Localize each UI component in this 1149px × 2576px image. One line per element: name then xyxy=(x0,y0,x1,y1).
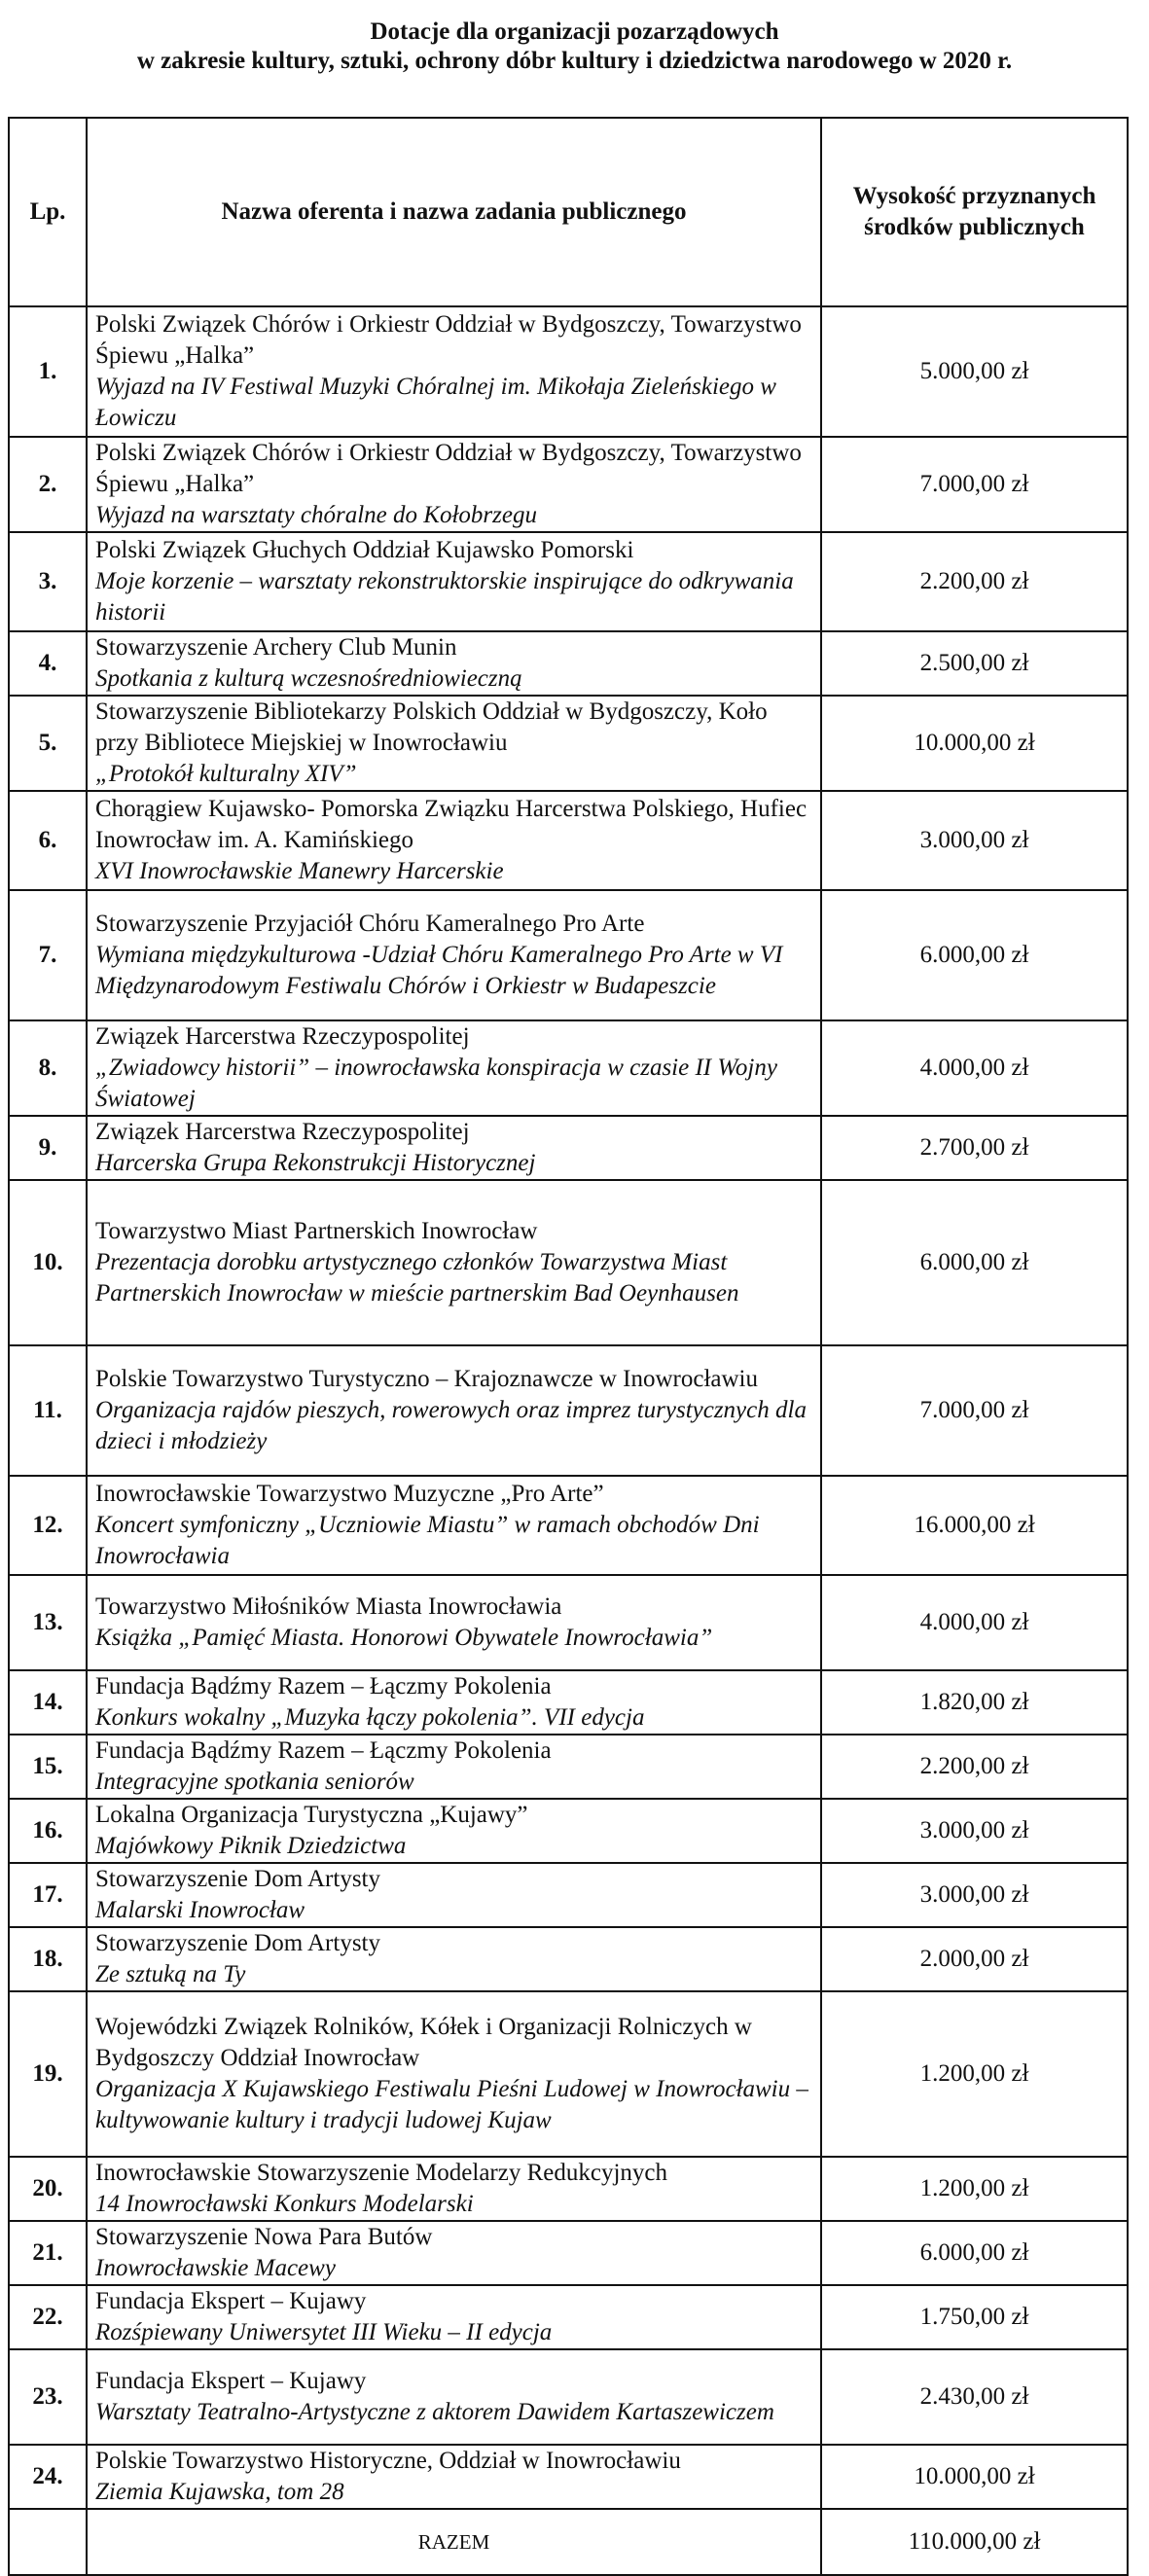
row-number: 8. xyxy=(9,1020,87,1116)
project-name: XVI Inowrocławskie Manewry Harcerskie xyxy=(95,858,504,884)
row-number: 1. xyxy=(9,306,87,437)
row-number: 6. xyxy=(9,791,87,890)
row-task-cell xyxy=(87,437,821,532)
project-name: „Zwiadowcy historii” – inowrocławska konspiracja w czasie II Wojny Światowej xyxy=(95,1055,777,1112)
total-amount: 110.000,00 zł xyxy=(821,2509,1128,2575)
total-label: RAZEM xyxy=(87,2509,821,2575)
applicant-name: Chorągiew Kujawsko- Pomorska Związku Harcerstwa Polskiego, Hufiec Inowrocław im. A. Kamińskiego xyxy=(95,796,808,853)
row-task-cell xyxy=(87,1020,821,1116)
grants-table xyxy=(8,117,1129,2576)
project-name: Organizacja rajdów pieszych, rowerowych oraz imprez turystycznych dla dzieci i młodzieży xyxy=(95,1397,807,1454)
grant-amount: 3.000,00 zł xyxy=(821,1799,1128,1863)
total-empty-cell xyxy=(9,2509,87,2575)
row-number: 23. xyxy=(9,2349,87,2445)
table-row xyxy=(9,2221,1128,2285)
grant-amount: 2.700,00 zł xyxy=(821,1116,1128,1180)
applicant-name: Towarzystwo Miłośników Miasta Inowrocławia xyxy=(95,1593,562,1620)
row-number: 4. xyxy=(9,631,87,696)
table-row xyxy=(9,2349,1128,2445)
row-task-cell xyxy=(87,1799,821,1863)
row-number: 17. xyxy=(9,1863,87,1927)
applicant-name: Lokalna Organizacja Turystyczna „Kujawy” xyxy=(95,1802,528,1828)
row-task-cell xyxy=(87,890,821,1020)
applicant-name: Inowrocławskie Towarzystwo Muzyczne „Pro Arte” xyxy=(95,1481,604,1507)
row-task-cell xyxy=(87,1345,821,1476)
grant-amount: 7.000,00 zł xyxy=(821,1345,1128,1476)
project-name: Warsztaty Teatralno-Artystyczne z aktorem Dawidem Kartaszewiczem xyxy=(95,2399,774,2425)
table-row xyxy=(9,1020,1128,1116)
applicant-name: Polski Związek Głuchych Oddział Kujawsko Pomorski xyxy=(95,537,634,563)
applicant-name: Fundacja Bądźmy Razem – Łączmy Pokolenia xyxy=(95,1737,552,1764)
row-task-cell xyxy=(87,791,821,890)
project-name: Wymiana międzykulturowa -Udział Chóru Kameralnego Pro Arte w VI Międzynarodowym Festiwalu Chórów i Orkiestr w Budapeszcie xyxy=(95,942,783,999)
table-body xyxy=(9,306,1128,2509)
table-row xyxy=(9,437,1128,532)
project-name: 14 Inowrocławski Konkurs Modelarski xyxy=(95,2191,474,2217)
applicant-name: Fundacja Ekspert – Kujawy xyxy=(95,2368,367,2394)
grant-amount: 2.430,00 zł xyxy=(821,2349,1128,2445)
grant-amount: 2.000,00 zł xyxy=(821,1927,1128,1991)
table-header-row xyxy=(9,118,1128,306)
project-name: Wyjazd na warsztaty chóralne do Kołobrzegu xyxy=(95,502,537,528)
table-row xyxy=(9,532,1128,631)
header-amount: Wysokość przyznanych środków publicznych xyxy=(821,118,1128,306)
row-number: 13. xyxy=(9,1575,87,1670)
table-row xyxy=(9,1735,1128,1799)
project-name: Harcerska Grupa Rekonstrukcji Historycznej xyxy=(95,1150,536,1176)
applicant-name: Polskie Towarzystwo Historyczne, Oddział w Inowrocławiu xyxy=(95,2448,681,2474)
row-task-cell xyxy=(87,1927,821,1991)
row-number: 21. xyxy=(9,2221,87,2285)
row-task-cell xyxy=(87,532,821,631)
project-name: Majówkowy Piknik Dziedzictwa xyxy=(95,1833,407,1859)
row-task-cell xyxy=(87,1863,821,1927)
row-number: 19. xyxy=(9,1991,87,2157)
grant-amount: 2.200,00 zł xyxy=(821,532,1128,631)
title-line-2: w zakresie kultury, sztuki, ochrony dóbr kultury i dziedzictwa narodowego w 2020 r. xyxy=(136,48,1013,74)
row-number: 14. xyxy=(9,1670,87,1735)
table-row xyxy=(9,696,1128,791)
grant-amount: 2.200,00 zł xyxy=(821,1735,1128,1799)
total-row xyxy=(9,2509,1128,2575)
applicant-name: Polski Związek Chórów i Orkiestr Oddział w Bydgoszczy, Towarzystwo Śpiewu „Halka” xyxy=(95,440,802,497)
project-name: Spotkania z kulturą wczesnośredniowieczną xyxy=(95,665,522,692)
grant-amount: 7.000,00 zł xyxy=(821,437,1128,532)
grant-amount: 2.500,00 zł xyxy=(821,631,1128,696)
row-task-cell xyxy=(87,306,821,437)
grant-amount: 1.750,00 zł xyxy=(821,2285,1128,2349)
grant-amount: 1.820,00 zł xyxy=(821,1670,1128,1735)
row-number: 20. xyxy=(9,2157,87,2221)
project-name: Rozśpiewany Uniwersytet III Wieku – II edycja xyxy=(95,2319,553,2345)
table-row xyxy=(9,306,1128,437)
project-name: Ze sztuką na Ty xyxy=(95,1961,246,1987)
table-row xyxy=(9,2157,1128,2221)
project-name: Ziemia Kujawska, tom 28 xyxy=(95,2479,344,2505)
header-lp: Lp. xyxy=(9,118,87,306)
grant-amount: 6.000,00 zł xyxy=(821,1180,1128,1345)
table-row xyxy=(9,631,1128,696)
row-task-cell xyxy=(87,2221,821,2285)
applicant-name: Inowrocławskie Stowarzyszenie Modelarzy Redukcyjnych xyxy=(95,2160,668,2186)
applicant-name: Stowarzyszenie Dom Artysty xyxy=(95,1866,381,1892)
row-task-cell xyxy=(87,2157,821,2221)
table-row xyxy=(9,1991,1128,2157)
project-name: Wyjazd na IV Festiwal Muzyki Chóralnej im. Mikołaja Zieleńskiego w Łowiczu xyxy=(95,374,776,431)
applicant-name: Stowarzyszenie Bibliotekarzy Polskich Oddział w Bydgoszczy, Koło przy Bibliotece Miejskiej w Inowrocławiu xyxy=(95,698,768,756)
row-task-cell xyxy=(87,1476,821,1575)
project-name: Książka „Pamięć Miasta. Honorowi Obywatele Inowrocławia” xyxy=(95,1625,713,1651)
project-name: Moje korzenie – warsztaty rekonstruktorskie inspirujące do odkrywania historii xyxy=(95,568,794,626)
header-name: Nazwa oferenta i nazwa zadania publicznego xyxy=(87,118,821,306)
project-name: Integracyjne spotkania seniorów xyxy=(95,1769,414,1795)
row-task-cell xyxy=(87,696,821,791)
applicant-name: Polski Związek Chórów i Orkiestr Oddział w Bydgoszczy, Towarzystwo Śpiewu „Halka” xyxy=(95,311,802,369)
row-task-cell xyxy=(87,1180,821,1345)
applicant-name: Polskie Towarzystwo Turystyczno – Krajoznawcze w Inowrocławiu xyxy=(95,1366,758,1392)
applicant-name: Stowarzyszenie Dom Artysty xyxy=(95,1930,381,1956)
applicant-name: Wojewódzki Związek Rolników, Kółek i Organizacji Rolniczych w Bydgoszczy Oddział Inowrocław xyxy=(95,2014,752,2071)
row-number: 22. xyxy=(9,2285,87,2349)
applicant-name: Związek Harcerstwa Rzeczypospolitej xyxy=(95,1119,470,1145)
row-number: 16. xyxy=(9,1799,87,1863)
grant-amount: 3.000,00 zł xyxy=(821,791,1128,890)
row-number: 5. xyxy=(9,696,87,791)
table-row xyxy=(9,2285,1128,2349)
applicant-name: Fundacja Ekspert – Kujawy xyxy=(95,2288,367,2314)
row-task-cell xyxy=(87,1575,821,1670)
row-task-cell xyxy=(87,1991,821,2157)
title-line-1: Dotacje dla organizacji pozarządowych xyxy=(370,18,779,45)
project-name: Koncert symfoniczny „Uczniowie Miastu” w ramach obchodów Dni Inowrocławia xyxy=(95,1512,760,1569)
row-number: 11. xyxy=(9,1345,87,1476)
grant-amount: 5.000,00 zł xyxy=(821,306,1128,437)
row-task-cell xyxy=(87,2349,821,2445)
row-task-cell xyxy=(87,2285,821,2349)
grant-amount: 4.000,00 zł xyxy=(821,1020,1128,1116)
table-row xyxy=(9,890,1128,1020)
applicant-name: Towarzystwo Miast Partnerskich Inowrocław xyxy=(95,1218,538,1244)
grant-amount: 3.000,00 zł xyxy=(821,1863,1128,1927)
row-task-cell xyxy=(87,1735,821,1799)
table-row xyxy=(9,1575,1128,1670)
table-row xyxy=(9,1863,1128,1927)
project-name: Konkurs wokalny „Muzyka łączy pokolenia”. VII edycja xyxy=(95,1704,645,1731)
project-name: Organizacja X Kujawskiego Festiwalu Pieśni Ludowej w Inowrocławiu – kultywowanie kultury i tradycji ludowej Kujaw xyxy=(95,2076,808,2133)
row-number: 9. xyxy=(9,1116,87,1180)
row-task-cell xyxy=(87,1116,821,1180)
grant-amount: 10.000,00 zł xyxy=(821,2445,1128,2509)
row-task-cell xyxy=(87,2445,821,2509)
row-number: 24. xyxy=(9,2445,87,2509)
row-task-cell xyxy=(87,631,821,696)
applicant-name: Związek Harcerstwa Rzeczypospolitej xyxy=(95,1023,470,1050)
document-title xyxy=(0,18,1149,76)
project-name: Malarski Inowrocław xyxy=(95,1897,305,1923)
grant-amount: 6.000,00 zł xyxy=(821,890,1128,1020)
applicant-name: Stowarzyszenie Przyjaciół Chóru Kameralnego Pro Arte xyxy=(95,911,645,937)
grant-amount: 1.200,00 zł xyxy=(821,2157,1128,2221)
table-row xyxy=(9,1180,1128,1345)
applicant-name: Stowarzyszenie Nowa Para Butów xyxy=(95,2224,433,2250)
project-name: „Protokół kulturalny XIV” xyxy=(95,761,357,787)
grant-amount: 10.000,00 zł xyxy=(821,696,1128,791)
table-row xyxy=(9,1670,1128,1735)
row-number: 7. xyxy=(9,890,87,1020)
row-task-cell xyxy=(87,1670,821,1735)
grant-amount: 4.000,00 zł xyxy=(821,1575,1128,1670)
project-name: Prezentacja dorobku artystycznego członków Towarzystwa Miast Partnerskich Inowrocław w mieście partnerskim Bad Oeynhausen xyxy=(95,1249,739,1306)
row-number: 18. xyxy=(9,1927,87,1991)
row-number: 3. xyxy=(9,532,87,631)
row-number: 10. xyxy=(9,1180,87,1345)
table-row xyxy=(9,2445,1128,2509)
table-row xyxy=(9,1927,1128,1991)
row-number: 15. xyxy=(9,1735,87,1799)
table-row xyxy=(9,791,1128,890)
grant-amount: 1.200,00 zł xyxy=(821,1991,1128,2157)
row-number: 2. xyxy=(9,437,87,532)
table-row xyxy=(9,1116,1128,1180)
grant-amount: 6.000,00 zł xyxy=(821,2221,1128,2285)
project-name: Inowrocławskie Macewy xyxy=(95,2255,336,2281)
applicant-name: Stowarzyszenie Archery Club Munin xyxy=(95,634,457,661)
applicant-name: Fundacja Bądźmy Razem – Łączmy Pokolenia xyxy=(95,1673,552,1699)
grant-amount: 16.000,00 zł xyxy=(821,1476,1128,1575)
table-row xyxy=(9,1345,1128,1476)
table-row xyxy=(9,1799,1128,1863)
row-number: 12. xyxy=(9,1476,87,1575)
table-row xyxy=(9,1476,1128,1575)
